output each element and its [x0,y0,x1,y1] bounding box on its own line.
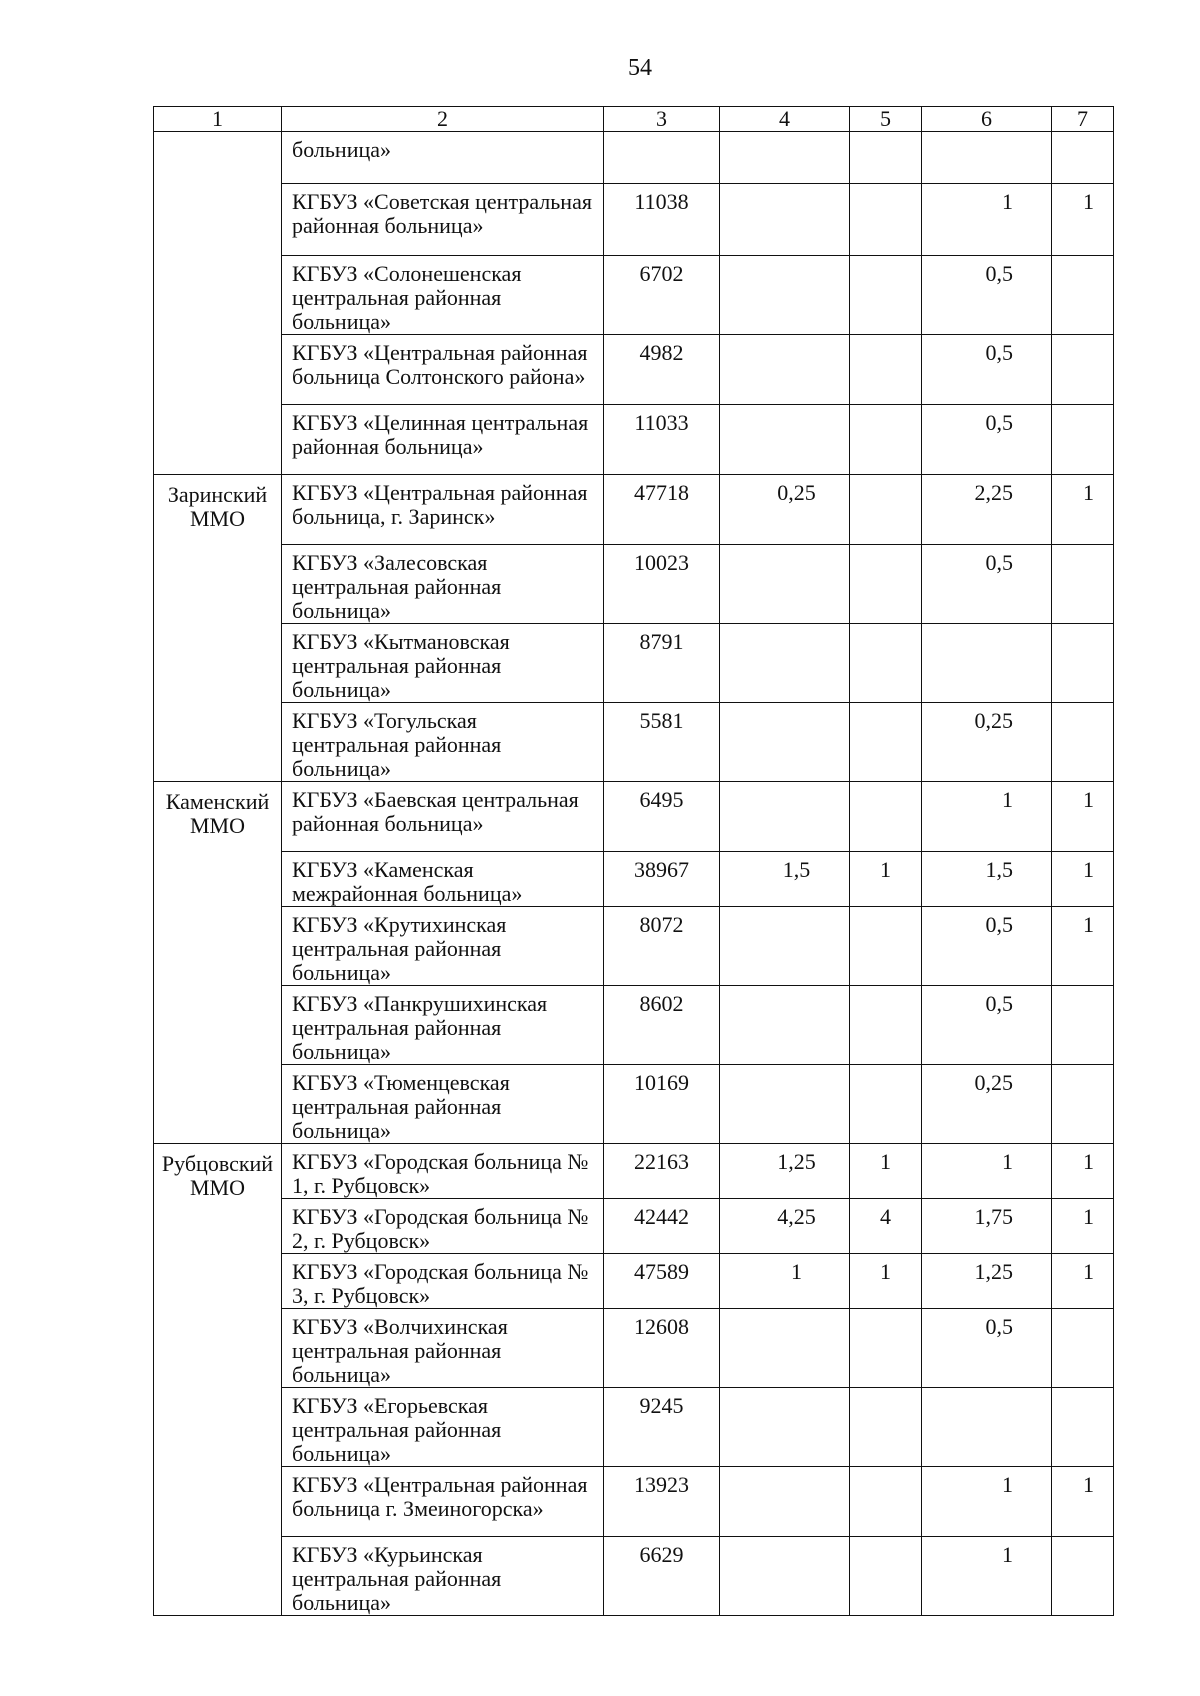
col6-cell: 0,5 [922,335,1052,405]
table-row [154,986,1114,1065]
col4-cell [720,335,850,405]
col7-cell [1052,545,1114,624]
col3-cell: 11038 [604,184,720,256]
table-row [154,545,1114,624]
institution-name-cell: КГБУЗ «Панкрушихинская центральная районная больница» [282,986,604,1065]
table-row [154,1065,1114,1144]
col4-cell [720,1537,850,1616]
col3-cell: 10169 [604,1065,720,1144]
col5-cell [850,782,922,852]
col5-cell [850,1065,922,1144]
col3-cell: 12608 [604,1309,720,1388]
group-label: Рубцовский ММО [161,1151,274,1200]
institution-name-cell: больница» [282,132,604,184]
table-row [154,1537,1114,1616]
institution-name-cell: КГБУЗ «Советская центральная районная больница» [282,184,604,256]
col4-cell: 4,25 [720,1199,850,1254]
table-row [154,1388,1114,1467]
column-header: 1 [154,107,282,132]
col6-cell: 1 [922,1467,1052,1537]
institution-name-cell: КГБУЗ «Тюменцевская центральная районная больница» [282,1065,604,1144]
table-row [154,1309,1114,1388]
col3-cell: 8072 [604,907,720,986]
institution-name-cell: КГБУЗ «Баевская центральная районная больница» [282,782,604,852]
institution-name-cell: КГБУЗ «Городская больница № 3, г. Рубцовск» [282,1254,604,1309]
col4-cell [720,1309,850,1388]
col3-cell: 13923 [604,1467,720,1537]
col4-cell [720,1467,850,1537]
col6-cell [922,624,1052,703]
col4-cell [720,703,850,782]
col5-cell [850,335,922,405]
col3-cell: 42442 [604,1199,720,1254]
col3-cell: 6702 [604,256,720,335]
page-number: 54 [628,55,652,81]
col3-cell: 8791 [604,624,720,703]
col5-cell [850,475,922,545]
col3-cell [604,132,720,184]
col5-cell: 1 [850,1254,922,1309]
institution-name-cell: КГБУЗ «Городская больница № 1, г. Рубцовск» [282,1144,604,1199]
col4-cell [720,256,850,335]
col6-cell: 1,75 [922,1199,1052,1254]
institution-name-cell: КГБУЗ «Курьинская центральная районная больница» [282,1537,604,1616]
column-header: 5 [850,107,922,132]
col7-cell: 1 [1052,1144,1114,1199]
table-row [154,132,1114,184]
table-row [154,335,1114,405]
col5-cell [850,703,922,782]
col3-cell: 8602 [604,986,720,1065]
institution-name-cell: КГБУЗ «Центральная районная больница г. Змеиногорска» [282,1467,604,1537]
col6-cell: 1 [922,1144,1052,1199]
col6-cell: 1 [922,782,1052,852]
group-label: Каменский ММО [165,789,270,838]
table-row [154,782,1114,852]
col5-cell [850,1467,922,1537]
group-cell [154,782,282,1144]
hospital-staffing-table [153,106,1114,1616]
table-row [154,256,1114,335]
col3-cell: 10023 [604,545,720,624]
col5-cell [850,132,922,184]
table-row [154,1254,1114,1309]
col6-cell [922,1388,1052,1467]
table-row [154,405,1114,475]
col4-cell [720,132,850,184]
institution-name-cell: КГБУЗ «Крутихинская центральная районная больница» [282,907,604,986]
col4-cell [720,1388,850,1467]
col5-cell [850,986,922,1065]
col6-cell: 1 [922,1537,1052,1616]
group-label: Заринский ММО [167,482,268,531]
col3-cell: 6629 [604,1537,720,1616]
col7-cell: 1 [1052,475,1114,545]
institution-name-cell: КГБУЗ «Волчихинская центральная районная больница» [282,1309,604,1388]
col5-cell [850,1309,922,1388]
table-row [154,703,1114,782]
col5-cell: 4 [850,1199,922,1254]
col4-cell [720,624,850,703]
column-header-row [154,107,1114,132]
group-cell [154,475,282,782]
institution-name-cell: КГБУЗ «Центральная районная больница, г. Заринск» [282,475,604,545]
col4-cell: 1,25 [720,1144,850,1199]
group-cell [154,132,282,475]
institution-name-cell: КГБУЗ «Целинная центральная районная больница» [282,405,604,475]
col5-cell: 1 [850,852,922,907]
institution-name-cell: КГБУЗ «Солонешенская центральная районная больница» [282,256,604,335]
col6-cell [922,132,1052,184]
col7-cell: 1 [1052,782,1114,852]
col6-cell: 0,5 [922,256,1052,335]
institution-name-cell: КГБУЗ «Егорьевская центральная районная больница» [282,1388,604,1467]
column-header: 3 [604,107,720,132]
col3-cell: 47718 [604,475,720,545]
col5-cell: 1 [850,1144,922,1199]
col4-cell: 1,5 [720,852,850,907]
col5-cell [850,256,922,335]
col7-cell: 1 [1052,1467,1114,1537]
col7-cell [1052,1065,1114,1144]
column-header: 7 [1052,107,1114,132]
institution-name-cell: КГБУЗ «Залесовская центральная районная больница» [282,545,604,624]
table-row [154,1144,1114,1199]
col3-cell: 11033 [604,405,720,475]
col3-cell: 38967 [604,852,720,907]
col4-cell [720,986,850,1065]
col6-cell: 0,5 [922,907,1052,986]
col5-cell [850,184,922,256]
col7-cell [1052,1537,1114,1616]
institution-name-cell: КГБУЗ «Городская больница № 2, г. Рубцовск» [282,1199,604,1254]
group-cell [154,1144,282,1616]
column-header: 2 [282,107,604,132]
col4-cell [720,405,850,475]
col4-cell [720,545,850,624]
col6-cell: 1 [922,184,1052,256]
col7-cell: 1 [1052,852,1114,907]
col6-cell: 0,25 [922,703,1052,782]
col7-cell [1052,256,1114,335]
col6-cell: 2,25 [922,475,1052,545]
col6-cell: 0,5 [922,986,1052,1065]
col6-cell: 1,25 [922,1254,1052,1309]
col5-cell [850,405,922,475]
col3-cell: 47589 [604,1254,720,1309]
col7-cell [1052,335,1114,405]
column-header: 4 [720,107,850,132]
table-row [154,1467,1114,1537]
col5-cell [850,624,922,703]
col7-cell [1052,986,1114,1065]
institution-name-cell: КГБУЗ «Кытмановская центральная районная больница» [282,624,604,703]
column-header: 6 [922,107,1052,132]
col7-cell [1052,1388,1114,1467]
col4-cell [720,1065,850,1144]
col3-cell: 9245 [604,1388,720,1467]
col5-cell [850,1537,922,1616]
col3-cell: 6495 [604,782,720,852]
col5-cell [850,907,922,986]
col4-cell [720,782,850,852]
col4-cell [720,184,850,256]
table-row [154,475,1114,545]
col4-cell: 0,25 [720,475,850,545]
institution-name-cell: КГБУЗ «Центральная районная больница Солтонского района» [282,335,604,405]
col5-cell [850,1388,922,1467]
col3-cell: 4982 [604,335,720,405]
table-row [154,184,1114,256]
table-row [154,852,1114,907]
table-body [154,132,1114,1616]
col5-cell [850,545,922,624]
table-row [154,1199,1114,1254]
col6-cell: 0,5 [922,545,1052,624]
institution-name-cell: КГБУЗ «Тогульская центральная районная больница» [282,703,604,782]
institution-name-cell: КГБУЗ «Каменская межрайонная больница» [282,852,604,907]
col3-cell: 22163 [604,1144,720,1199]
col7-cell [1052,405,1114,475]
col6-cell: 0,5 [922,1309,1052,1388]
col7-cell: 1 [1052,907,1114,986]
col4-cell: 1 [720,1254,850,1309]
col7-cell [1052,703,1114,782]
col7-cell [1052,132,1114,184]
col7-cell [1052,1309,1114,1388]
col4-cell [720,907,850,986]
col7-cell: 1 [1052,1254,1114,1309]
col3-cell: 5581 [604,703,720,782]
col6-cell: 0,25 [922,1065,1052,1144]
col7-cell: 1 [1052,184,1114,256]
col6-cell: 1,5 [922,852,1052,907]
table-row [154,907,1114,986]
col6-cell: 0,5 [922,405,1052,475]
col7-cell [1052,624,1114,703]
table-row [154,624,1114,703]
col7-cell: 1 [1052,1199,1114,1254]
